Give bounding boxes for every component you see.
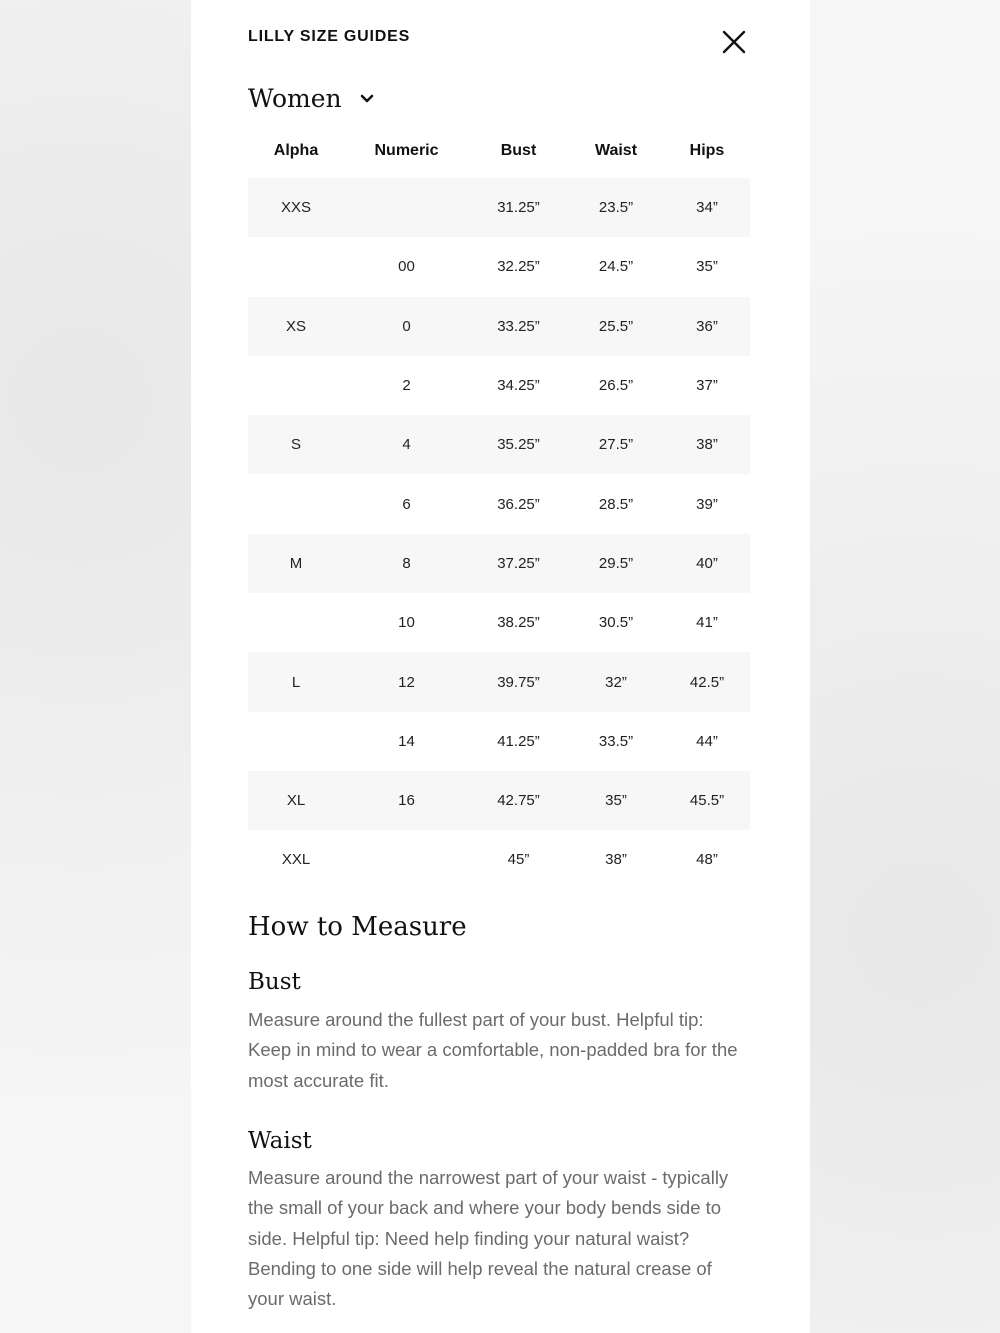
cell-hips: 35” — [696, 258, 718, 276]
table-row — [248, 771, 750, 830]
close-icon — [720, 28, 748, 56]
cell-bust: 34.25” — [497, 377, 540, 395]
cell-numeric: 16 — [398, 792, 415, 810]
category-dropdown[interactable] — [248, 80, 374, 116]
cell-numeric: 10 — [398, 614, 415, 632]
table-row — [248, 356, 750, 415]
cell-alpha: XS — [285, 317, 306, 335]
cell-alpha: XXS — [280, 199, 311, 217]
cell-hips: 42.5” — [689, 673, 725, 691]
column-header-bust: Bust — [500, 142, 537, 159]
cell-numeric: 4 — [402, 436, 411, 454]
cell-hips: 38” — [696, 436, 718, 454]
cell-hips: 34” — [696, 199, 718, 217]
cell-waist: 38” — [605, 851, 627, 869]
cell-waist: 33.5” — [598, 732, 634, 750]
how-to-measure-heading: How to Measure — [248, 912, 467, 942]
cell-waist: 30.5” — [598, 614, 634, 632]
cell-bust: 31.25” — [497, 199, 540, 217]
cell-hips: 45.5” — [689, 792, 725, 810]
cell-numeric: 0 — [402, 317, 411, 335]
size-chart-table — [248, 124, 750, 890]
cell-bust: 37.25” — [497, 554, 540, 572]
cell-alpha: XL — [286, 792, 306, 810]
column-header-numeric: Numeric — [374, 142, 439, 159]
column-header-alpha: Alpha — [273, 142, 319, 159]
cell-alpha: L — [291, 673, 301, 691]
table-body — [248, 178, 750, 890]
table-row — [248, 534, 750, 593]
size-guide-title: LILLY SIZE GUIDES — [248, 28, 411, 45]
table-row — [248, 474, 750, 533]
cell-waist: 32” — [605, 673, 627, 691]
cell-hips: 41” — [696, 614, 718, 632]
category-selected-label: Women — [248, 83, 342, 113]
cell-bust: 33.25” — [497, 317, 540, 335]
cell-alpha: S — [290, 436, 301, 454]
bust-instructions: Measure around the fullest part of your bust. Helpful tip: Keep in mind to wear a comfortable, non-padded bra for the most accurate fit. — [248, 1009, 738, 1091]
close-button[interactable] — [720, 28, 748, 56]
cell-waist: 29.5” — [598, 554, 634, 572]
column-header-waist: Waist — [594, 142, 638, 159]
cell-numeric: 6 — [402, 495, 411, 513]
cell-waist: 26.5” — [598, 377, 634, 395]
waist-instructions: Measure around the narrowest part of your waist - typically the small of your back and where your body bends side to side. Helpful tip: Need help finding your natural waist? Bending to one side will help reveal the natural crease of your waist. — [248, 1167, 729, 1310]
size-guide-panel — [191, 0, 810, 1333]
cell-numeric: 8 — [402, 554, 411, 572]
table-row — [248, 297, 750, 356]
cell-waist: 23.5” — [598, 199, 634, 217]
waist-heading: Waist — [248, 1128, 312, 1154]
cell-bust: 35.25” — [497, 436, 540, 454]
cell-alpha: M — [289, 554, 303, 572]
cell-alpha: XXL — [281, 851, 311, 869]
cell-hips: 37” — [696, 377, 718, 395]
chevron-down-icon — [360, 94, 374, 104]
cell-hips: 44” — [696, 732, 718, 750]
table-row — [248, 652, 750, 711]
cell-waist: 27.5” — [598, 436, 634, 454]
cell-waist: 25.5” — [598, 317, 634, 335]
cell-numeric: 2 — [402, 377, 411, 395]
table-row — [248, 830, 750, 889]
cell-hips: 40” — [696, 554, 718, 572]
table-row — [248, 415, 750, 474]
table-row — [248, 712, 750, 771]
bust-heading: Bust — [248, 969, 301, 995]
cell-numeric: 14 — [398, 732, 415, 750]
cell-numeric: 00 — [398, 258, 415, 276]
cell-waist: 28.5” — [598, 495, 634, 513]
table-row — [248, 237, 750, 296]
cell-bust: 39.75” — [497, 673, 540, 691]
table-row — [248, 593, 750, 652]
cell-hips: 48” — [696, 851, 718, 869]
cell-bust: 36.25” — [497, 495, 540, 513]
cell-bust: 41.25” — [497, 732, 540, 750]
cell-waist: 24.5” — [598, 258, 634, 276]
cell-hips: 39” — [696, 495, 718, 513]
cell-waist: 35” — [605, 792, 627, 810]
table-row — [248, 178, 750, 237]
cell-hips: 36” — [696, 317, 718, 335]
cell-numeric: 12 — [398, 673, 415, 691]
column-header-hips: Hips — [689, 142, 725, 159]
cell-bust: 38.25” — [497, 614, 540, 632]
cell-bust: 42.75” — [497, 792, 540, 810]
table-header-row — [248, 124, 750, 178]
cell-bust: 45” — [507, 851, 530, 869]
cell-bust: 32.25” — [497, 258, 540, 276]
